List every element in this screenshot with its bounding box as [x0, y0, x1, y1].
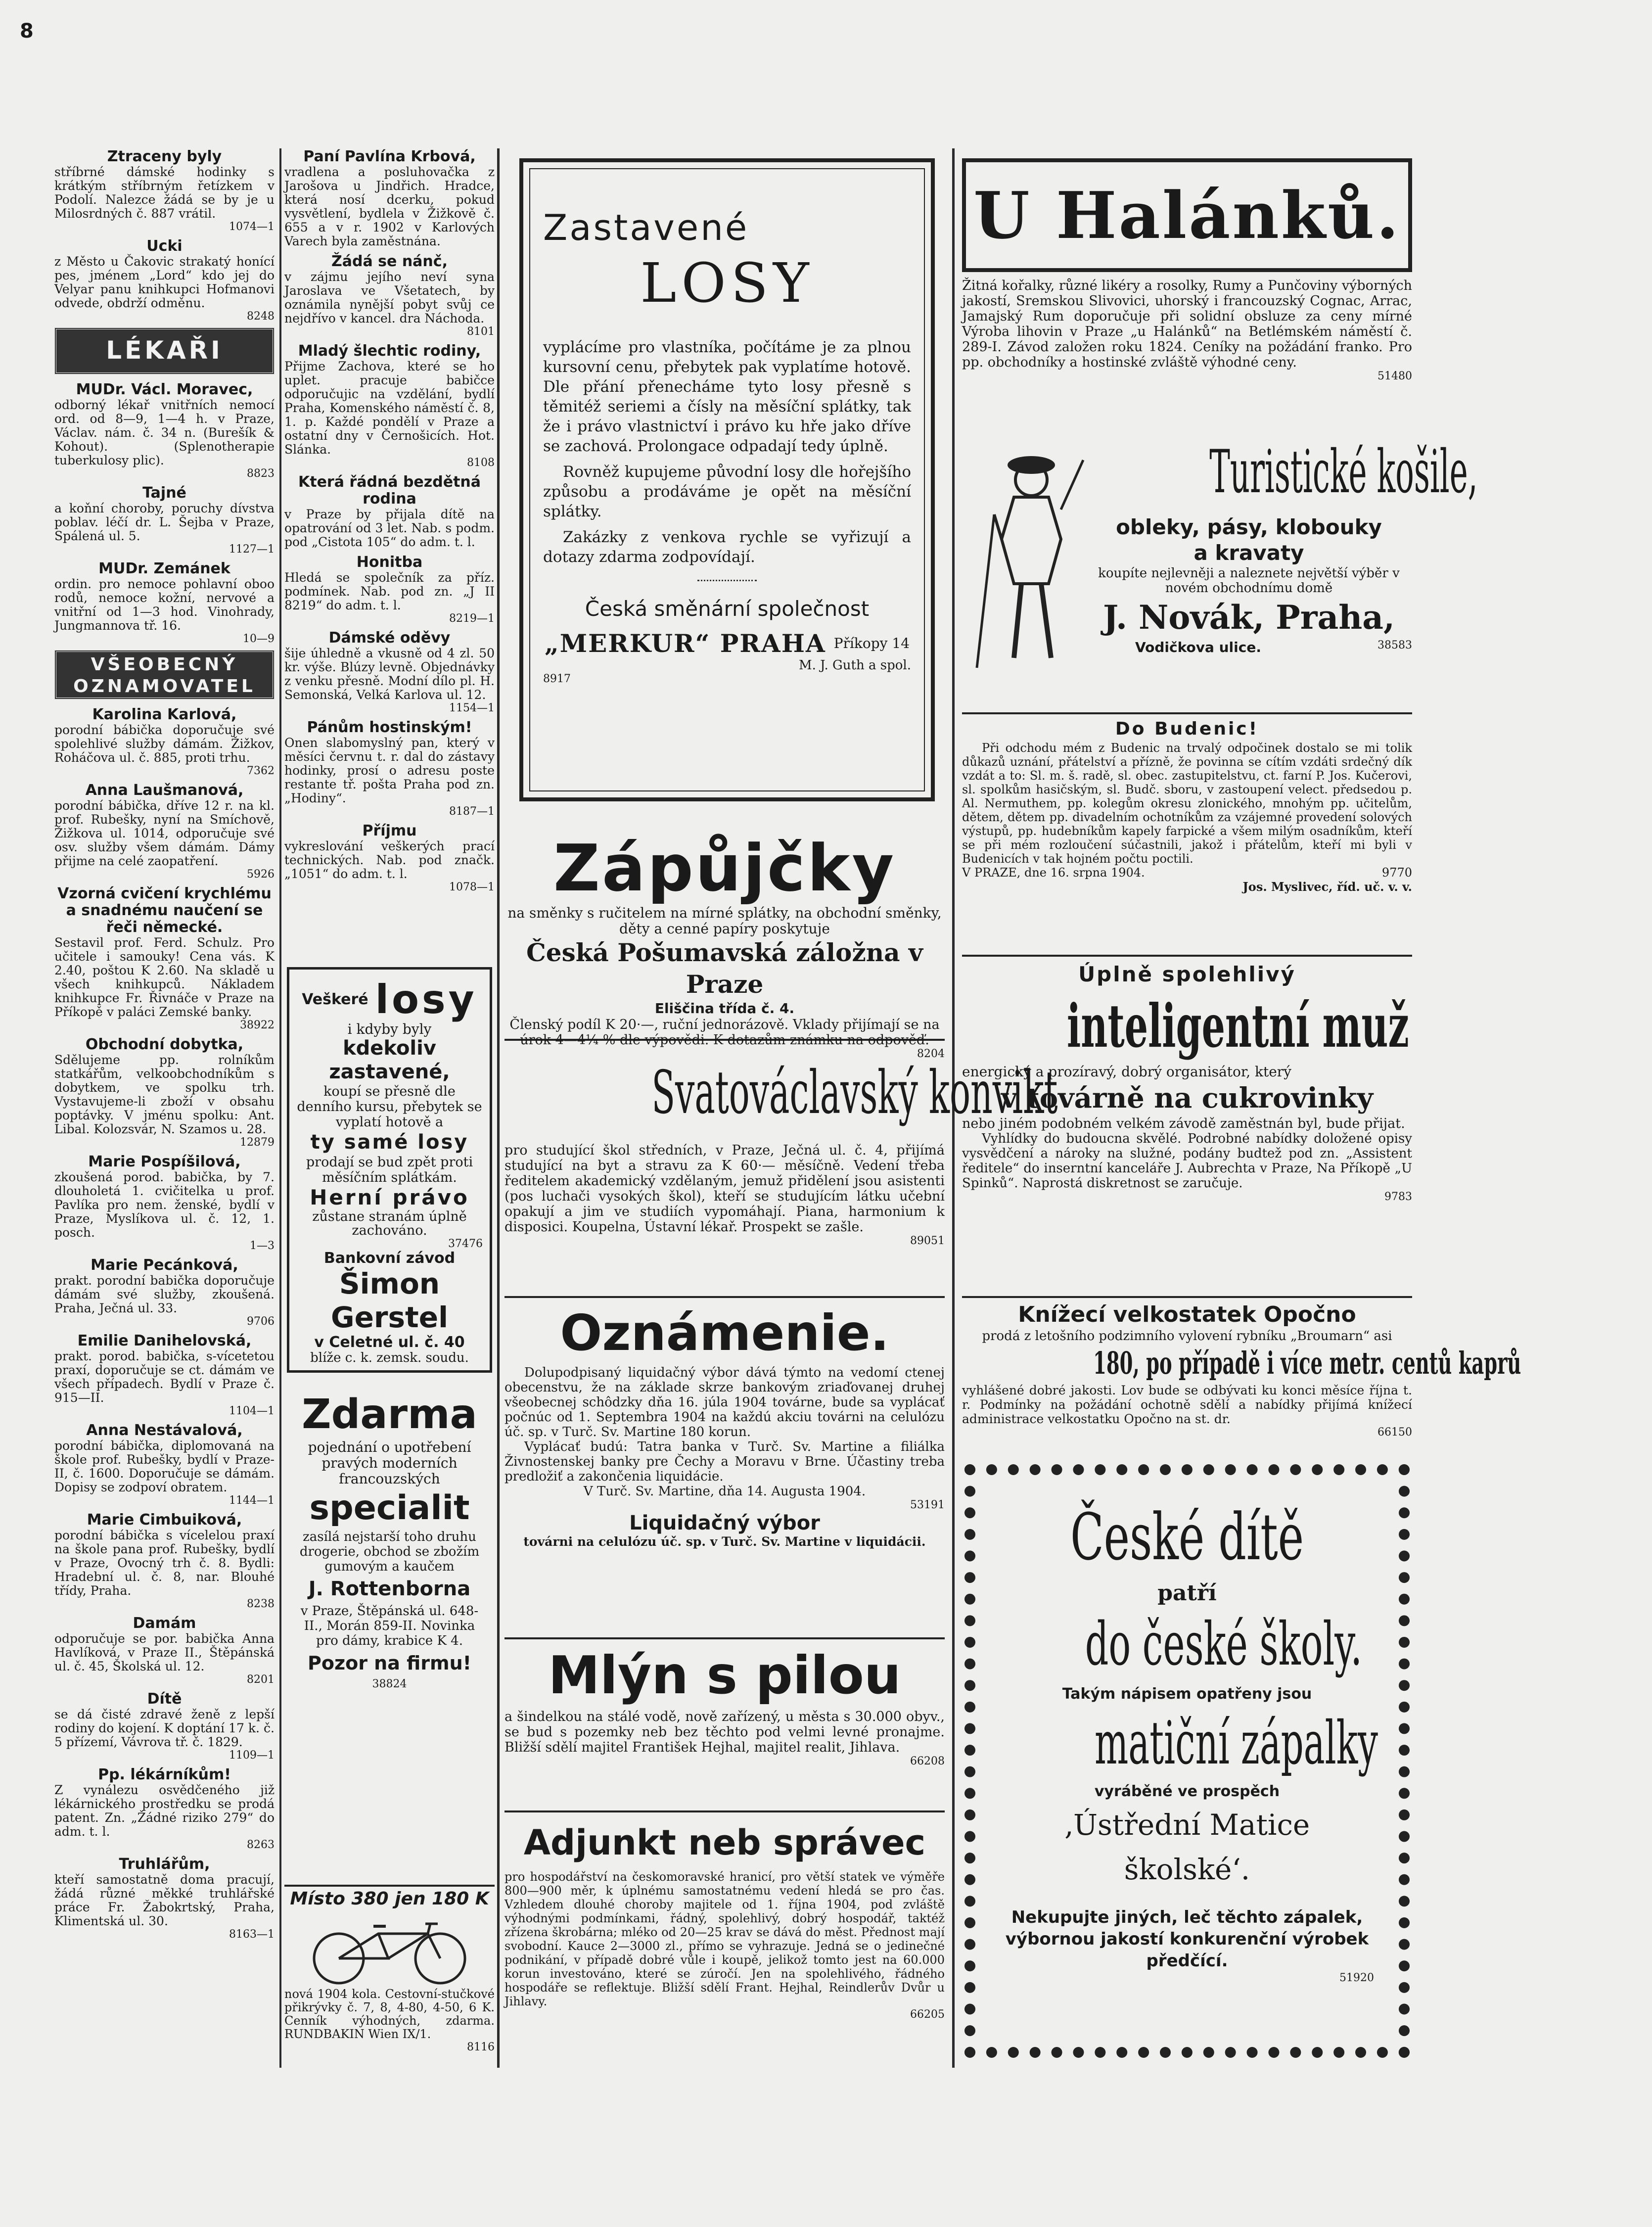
classified-ad — [54, 1422, 275, 1507]
zdarma-pozor: Pozor na firmu! — [308, 1652, 471, 1674]
ad-title: MUDr. Václ. Moravec, — [76, 381, 253, 398]
ad-text: vykreslování veškerých prací technických. Nab. pod značk. „1051“ do adm. t. l. — [284, 839, 495, 881]
column-2 — [284, 148, 495, 960]
ad-text: stříbrné dámské hodinky s krátkým stříbrným řetízkem v Podolí. Nalezce žádá se by je u Milosrdných č. 887 vrátil. — [54, 165, 275, 221]
ad-title: Mladý šlechtic rodiny, — [298, 342, 481, 360]
konvikt-title — [505, 1044, 1058, 1143]
oznamenie-ad — [505, 1301, 945, 1639]
zastavene-text: Rovněž kupujeme původní losy dle hořejšího způsobu a prodáváme je opět na měsíční splátky. — [543, 463, 911, 520]
ad-number: 1144—1 — [229, 1494, 275, 1507]
ad-number: 51480 — [1377, 370, 1412, 382]
ad-number: 66205 — [910, 2008, 945, 2021]
ad-text: Sestavil prof. Ferd. Schulz. Pro učitele i samouky! Cena vás. K 2.40, poštou K 2.60. Na skladě u všech knihkupců. Nákladem knihkupce Fr. Řivnáče v Praze na Příkopě v paláci Zemské banky. — [54, 935, 275, 1019]
halanku-text: Žitná kořalky, různé likéry a rosolky, Rumy a Punčoviny výborných jakostí, Sremskou Slivovici, uhorský i francouzský Cognac, Arrac, Jamajský Rum doporučuje při solidní obsluze za ceny mírné Výroba lihovin v Praze „u Halánků“ na Betlémském náměstí č. 289-I. Závod založen roku 1824. Ceníky na požádání franko. Pro pp. obchodníky a hostinské zvláště výhodné ceny. — [962, 278, 1412, 370]
ad-text: kteří samostatně doma pracují, žádá různé měkké truhlářské práce Fr. Žabokrtský, Praha, Klimentská ul. 30. — [54, 1872, 275, 1928]
ad-title: Ztraceny byly — [107, 148, 222, 165]
dite-line — [1000, 1707, 1378, 1781]
page-number: 8 — [20, 20, 34, 43]
zastavene-title: Zastavené — [543, 207, 749, 248]
classified-ad — [54, 485, 275, 556]
classified-ad — [54, 1615, 275, 1686]
ad-number: 8187—1 — [449, 805, 495, 818]
ad-title: Pánům hostinským! — [307, 719, 472, 736]
ad-text: Sdělujeme pp. rolníkům statkářům, velkoobchodníkům s dobytkem, ve spolku trh. Vystavujeme-li zboží v obsahu poptávky. V jménu spolku: Ant. Libal. Kolozsvár, N. Szamos u. 28. — [54, 1053, 275, 1136]
column-rule — [497, 148, 500, 2068]
dite-line — [1000, 1495, 1374, 1579]
opocno-big — [962, 1344, 1521, 1383]
muz-ad — [962, 960, 1412, 1298]
ad-title: MUDr. Zemánek — [98, 560, 230, 577]
ad-text: porodní bábička doporučuje své spolehlivé služby dámám. Žižkov, Roháčova ul. č. 885, proti trhu. — [54, 723, 275, 765]
muz-text: nebo jiném podobném velkém závodě zaměstnán byl, bude přijat. — [962, 1116, 1405, 1131]
ad-title: Která řádná bezdětná rodina — [298, 473, 481, 508]
ad-title: Pp. lékárníkům! — [98, 1766, 231, 1783]
opocno-title: Knížecí velkostatek Opočno — [1018, 1302, 1356, 1327]
oznamenie-text: Dolupodpisaný liquidačný výbor dává týmto na vedomí ctenej obecenstvu, že na základe skrze bankovým zriaďovanej druhej všeobecnej schôdzky dňa 16. júla 1904 továrne, bude sa vyplácať počnúc od 1. Septembra 1904 na každú akciu továrni na celulózu úč. sp. v Turč. Sv. Martine 180 korun. — [505, 1365, 945, 1439]
oznamenie-signature-line: továrni na celulózu úč. sp. v Turč. Sv. Martine v liquidácii. — [523, 1534, 926, 1549]
merkur-guth: M. J. Guth a spol. — [798, 658, 911, 673]
classified-ad — [54, 1512, 275, 1610]
ad-title: Paní Pavlína Krbová, — [303, 148, 476, 165]
ad-text: Onen slabomyslný pan, který v měsíci červnu t. r. dal do zástavy hodinky, prosí o adresu poste restante tř. pošta Praha pod zn. „Hodiny“. — [284, 736, 495, 805]
losy-line: zůstane stranám úplně zachováno. — [312, 1209, 467, 1238]
ad-title: Anna Laušmanová, — [85, 782, 244, 799]
column-rule — [279, 148, 281, 2068]
ad-title: Příjmu — [362, 822, 417, 839]
ad-title: Emilie Danihelovská, — [77, 1332, 252, 1349]
classified-ad — [284, 343, 495, 469]
kosile-line: a kravaty — [1193, 541, 1304, 565]
column-1 — [54, 148, 275, 2063]
losy-firm: Šimon Gerstel — [330, 1267, 448, 1334]
ad-number: 8108 — [467, 457, 495, 469]
losy-big-title: LOSY — [640, 251, 814, 315]
ad-text: vradlena a posluhovačka z Jarošova u Jindřich. Hradce, která nosí dcerku, pokud vysvětlení, bydlela v Žižkově č. 655 a v r. 1902 v Karlových Varech byla zaměstnána. — [284, 165, 495, 248]
opocno-text: vyhlášené dobré jakosti. Lov bude se odbývati ku konci měsíce října t. r. Podmínky na požádání ochotně sdělí a nabídky přijímá knížecí administrace velkostatku Opočno na st. dr. — [962, 1383, 1412, 1426]
ad-number: 38583 — [1377, 639, 1412, 651]
classified-ad — [54, 1333, 275, 1417]
ad-title: Dámské oděvy — [328, 629, 451, 647]
dite-line-text: matiční zápalky — [1094, 1709, 1378, 1778]
zapujcky-title: Zápůjčky — [553, 831, 896, 906]
classified-ad — [54, 560, 275, 645]
oznamenie-signature: Liquidačný výbor — [629, 1512, 820, 1534]
merkur-addr: Příkopy 14 — [833, 635, 910, 651]
ad-number: 8823 — [247, 467, 275, 480]
ad-text: porodní bábička s vícelelou praxí na škole pana prof. Rubešky, bydlí v Praze, Ovocný trh č. 8. Bydli: Hradební ul. č. 8, nar. Blouhé třídy, Praha. — [54, 1528, 275, 1598]
kosile-ad — [962, 430, 1478, 714]
classified-ad — [284, 719, 495, 818]
bicycle-ad — [284, 1885, 495, 2065]
dite-text: Nekupujte jiných, leč těchto zápalek, výbornou jakostí konkurenční výrobek předčící. — [1005, 1907, 1369, 1971]
ad-title: Anna Nestávalová, — [86, 1422, 243, 1439]
halanku-ad — [962, 158, 1412, 416]
ad-title: Karolina Karlová, — [92, 706, 237, 723]
ad-number: 8219—1 — [449, 612, 495, 625]
ad-number: 8917 — [543, 673, 571, 685]
muz-text: Vyhlídky do budoucna skvělé. Podrobné nabídky doložené opisy vysvědčení a nároky na služné, podány budtež pod zn. „Assistent ředitele“ do inserntní kanceláře J. Aubrechta v Praze, Na Příkopě „U Spinků“. Naprostá diskretnost se zaručuje. — [962, 1131, 1412, 1191]
halanku-title-box — [962, 158, 1412, 272]
losy-line: i kdyby byly — [347, 1021, 432, 1037]
ad-number: 8101 — [467, 325, 495, 338]
classified-ad — [54, 1856, 275, 1941]
ad-number: 37476 — [448, 1238, 483, 1250]
tourist-figure-icon — [967, 440, 1086, 673]
ad-number: 66208 — [910, 1755, 945, 1767]
ad-text: prakt. porodní babička doporučuje dámám své služby, zkoušená. Praha, Ječná ul. 33. — [54, 1273, 275, 1315]
ad-number: 51920 — [1339, 1972, 1374, 1984]
section-banner-lekari: LÉKAŘI — [54, 327, 275, 374]
merkur-title: „MERKUR“ PRAHA — [544, 629, 826, 658]
ad-title: Damám — [133, 1615, 196, 1632]
kosile-line: koupíte nejlevněji a naleznete největší výběr v novém obchodnímu domě — [1098, 566, 1400, 596]
ad-text: Přijme Zachova, které se ho uplet. pracuje babičce odporučujic na vzdělání, bydlí Praha, Komenského náměstí č. 8, 1. p. Každé pondělí v Praze a ostatní dny v Černošicích. Hot. Slánka. — [284, 359, 495, 457]
kosile-title — [1086, 430, 1478, 514]
budenic-ad — [962, 717, 1412, 957]
ad-number: 9783 — [1384, 1191, 1412, 1203]
mlyn-text: a šindelkou na stálé vodě, nově zařízený, u města s 30.000 obyv., se bud s pozemky neb bez těchto pod velmi levné pronajme. Bližší sdělí majitel František Hejhal, majitel realit, Jihlava. — [505, 1709, 945, 1755]
classified-ad — [54, 1154, 275, 1252]
divider — [697, 580, 757, 581]
bicycle-text: nová 1904 kola. Cestovní-stučkové přikrývky č. 7, 8, 4-80, 4-50, 6 K. Cenník výhodných, zdarma. RUNDBAKIN Wien IX/1. — [284, 1987, 495, 2041]
budenic-title: Do Budenic! — [1115, 719, 1259, 739]
losy-line: blíže c. k. zemsk. soudu. — [310, 1350, 469, 1365]
dite-line: ‚Ústřední Matice školské‘. — [1064, 1808, 1310, 1886]
losy-line: kdekoliv zastavené, — [329, 1037, 450, 1083]
zastavene-losy-ad — [519, 158, 935, 801]
muz-line: Úplně spolehlivý — [1078, 962, 1296, 986]
ad-text: a koňní choroby, poruchy dívstva poblav. léčí dr. L. Šejba v Praze, Spálená ul. 5. — [54, 501, 275, 543]
zdarma-line: zasílá nejstarší toho druhu drogerie, obchod se zbožím gumovým a kaučem — [299, 1530, 480, 1574]
ad-text: z Město u Čakovic strakatý honící pes, jménem „Lord“ kdo jej do Velyar panu knihkupci Hofmanovi odvede, obdrží odměnu. — [54, 254, 275, 310]
kosile-name: J. Novák, Praha, — [1102, 598, 1395, 637]
budenic-signature: Jos. Myslivec, říd. uč. v. v. — [1242, 880, 1412, 894]
ad-number: 1078—1 — [449, 881, 495, 893]
losy-line: Bankovní závod — [323, 1250, 456, 1267]
zastavene-company: Česká směnární společnost — [585, 597, 870, 621]
zapujcky-bank: Česká Pošumavská záložna v Praze — [526, 938, 923, 999]
dite-line: patří — [1157, 1580, 1217, 1606]
oznamenie-text: Vyplácať budú: Tatra banka v Turč. Sv. Martine a filiálka Živnostenskej banky pre Čechy a Moravu v Brne. Účastiny treba predložiť a zakončenia liquidácie. — [505, 1439, 945, 1484]
oznamenie-title: Oznámenie. — [560, 1304, 889, 1362]
ad-number: 8263 — [247, 1839, 275, 1851]
ad-text: odborný lékař vnitřních nemocí ord. od 8—9, 1—4 h. v Praze, Václav. nám. č. 34 n. (Burešík & Kohout). (Splenotherapie tuberkulosy plic). — [54, 398, 275, 467]
classified-ad — [54, 1036, 275, 1149]
ad-title: Honitba — [356, 554, 423, 571]
muz-factory: v továrně na cukrovinky — [1001, 1082, 1374, 1114]
kosile-addr: Vodičkova ulice. — [1135, 639, 1261, 655]
zastavene-text: vyplácíme pro vlastníka, počítáme je za plnou kursovní cenu, přebytek pak vyplatíme hotově. Dle přání přenecháme tyto losy přesně s těmitéž seriemi a čísly na měsíční splátky, tak že i právo vlastnictví i právo ku hře jako dříve se zachová. Prolongace odpadají tedy úplně. — [543, 338, 911, 455]
ad-number: 38824 — [372, 1678, 407, 1690]
classified-ad — [54, 1766, 275, 1851]
classified-ad — [284, 253, 495, 338]
classified-ad — [54, 238, 275, 323]
losy-line: prodají se bud zpět proti měsíčním splátkám. — [306, 1155, 473, 1185]
ad-number: 9770 — [1381, 866, 1412, 880]
halanku-title: U Halánků. — [973, 177, 1401, 253]
ad-number: 66150 — [1377, 1426, 1412, 1438]
mlyn-title: Mlýn s pilou — [548, 1645, 901, 1706]
bicycle-icon — [284, 1911, 495, 1986]
zastavene-text: Zakázky z venkova rychle se vyřizují a dotazy zdarma zodpovídají. — [543, 528, 911, 566]
losy-title: losy — [375, 976, 477, 1022]
konvikt-ad — [505, 1044, 1058, 1298]
ad-number: 7362 — [247, 765, 275, 777]
muz-title — [962, 989, 1412, 1064]
classified-ad — [284, 474, 495, 549]
ad-title: Vzorná cvičení krychlému a snadnému naučení se řeči německé. — [57, 885, 272, 936]
adjunkt-title: Adjunkt neb správec — [523, 1822, 926, 1863]
ad-title: Truhlářům, — [119, 1856, 210, 1873]
ad-number: 8248 — [247, 310, 275, 323]
ad-text: v Praze by přijala dítě na opatrování od 3 let. Nab. s podm. pod „Cistota 105“ do adm. t. l. — [284, 507, 495, 549]
ad-text: Z vynálezu osvědčeného již lékárnického prostředku se prodá patent. Zn. „Žádné riziko 279“ do adm. t. l. — [54, 1783, 275, 1839]
muz-title-text: inteligentní muž — [1066, 991, 1409, 1061]
zdarma-ad — [287, 1385, 492, 1880]
opocno-big-text: 180, po případě i více metr. centů kaprů — [1093, 1345, 1521, 1381]
ad-title: Žádá se nánč, — [331, 253, 448, 270]
kosile-title-text: Turistické košile, — [1209, 438, 1478, 507]
zdarma-specialit: specialit — [309, 1488, 470, 1528]
classified-ad — [54, 148, 275, 233]
ad-number: 53191 — [910, 1499, 945, 1511]
ad-number: 1074—1 — [229, 221, 275, 233]
classified-ad — [54, 706, 275, 777]
ad-number: 89051 — [910, 1235, 945, 1247]
adjunkt-ad — [505, 1815, 945, 2063]
bicycle-title: Místo 380 jen 180 K — [290, 1889, 489, 1909]
losy-line: ty samé losy — [310, 1131, 469, 1154]
adjunkt-text: pro hospodářství na českomoravské hranicí, pro větší statek ve výměře 800—900 měr, k úplnému samostatnému vedení hledá se pro čas. Vzhledem dlouhé choroby majitele od 1. října 1904, pod zvláště výhodnými podmínkami, řádný, spolehlivý, dobrý hospodář, taktéž zřízena škrobárna; mléko od 20—25 krav se dává do měst. Přednost mají svobodní. Kauce 2—3000 zl., přímo se vyhrazuje. Jedná se o jedinečné podnikání, v případě dobré vůle i koupě, jelikož tomto jest na 60.000 korun investováno, které se zúročí. Jen na spolehlivého, řádného hospodáře se reflektuje. Bližší sdělí Frant. Hejhal, Reindlerův Dvůr u Jihlavy. — [505, 1870, 945, 2008]
losy-line: Herní právo — [310, 1185, 469, 1209]
classified-ad — [284, 148, 495, 248]
zapujcky-ad — [505, 831, 945, 1060]
ad-number: 8201 — [247, 1673, 275, 1686]
dite-line — [1000, 1608, 1374, 1682]
ad-number: 12879 — [240, 1136, 275, 1149]
ad-text: v zájmu jejího neví syna Jaroslava ve Všetatech, by oznámila nynější pobyt svůj ce nejdřívo v kancel. dra Náchoda. — [284, 270, 495, 325]
ad-text: odporučuje se por. babička Anna Havlíková, v Praze II., Štěpánská ul. č. 45, Školská ul. 12. — [54, 1631, 275, 1673]
kosile-line: obleky, pásy, klobouky — [1116, 515, 1382, 539]
classified-ad — [284, 554, 495, 625]
zdarma-line: v Praze, Štěpánská ul. 648-II., Morán 859-II. Novinka pro dámy, krabice K 4. — [300, 1604, 479, 1648]
budenic-date: V PRAZE, dne 16. srpna 1904. — [962, 866, 1145, 880]
ad-text: prakt. porod. babička, s-vícetetou praxí, doporučuje se ct. dámám ve všech případech. Bydlí v Praze č. 915—II. — [54, 1349, 275, 1405]
classified-ad — [284, 823, 495, 893]
ad-title: Ucki — [146, 237, 183, 255]
losy-line: v Celetné ul. č. 40 — [314, 1334, 465, 1351]
ad-title: Dítě — [147, 1690, 182, 1708]
konvikt-title-text: Svatováclavský konvikt — [651, 1059, 1058, 1127]
zapujcky-text: na směnky s ručitelem na mírné splátky, na obchodní směnky, děty a cenné papíry poskytuje — [507, 905, 942, 937]
ad-title: Marie Pecánková, — [91, 1256, 238, 1274]
dite-line: Takým nápisem opatřeny jsou — [1062, 1685, 1312, 1703]
ad-title: Marie Pospíšilová, — [88, 1153, 241, 1170]
dite-line-text: České dítě — [1070, 1499, 1304, 1575]
ad-title: Marie Cimbuiková, — [87, 1511, 242, 1529]
ad-number: 1104—1 — [229, 1405, 275, 1417]
budenic-text: Při odchodu mém z Budenic na trvalý odpočinek dostalo se mi tolik důkazů uznání, přátelství a přízně, že povinna se cítím vzdáti srdečný dík vzdát a to: Sl. m. š. radě, sl. obec. zastupitelstvu, ct. farní P. Jos. Kučerovi, sl. spolkům hasičským, sl. Budč. sboru, v zastoupení velect. předsedou p. Al. Nermuthem, pp. kolegům okresu zlonického, mnohým pp. učitelům, dětem, dětem pp. divadelním ochotníkům za vzájemné provedení solových výstupů, pp. hudebníkům kapely farpické a všem milým osadníkům, kteří se při mém rozloučení súčastnili, jakož i přátelům, kteří mi byli v Budenicích v tak hojném počtu poctili. — [962, 741, 1412, 866]
ad-number: 1127—1 — [229, 543, 275, 556]
mlyn-ad — [505, 1642, 945, 1812]
ad-number: 10—9 — [243, 633, 275, 645]
dite-line: vyráběné ve prospěch — [1094, 1783, 1280, 1800]
ad-number: 8116 — [467, 2041, 495, 2053]
ad-number: 1109—1 — [229, 1749, 275, 1762]
ad-text: šije úhledně a vkusně od 4 zl. 50 kr. výše. Blúzy levně. Objednávky z venku přesně. Modní dílo pl. H. Semonská, Velká Karlova ul. 12. — [284, 646, 495, 702]
ad-number: 5926 — [247, 868, 275, 881]
zdarma-firm: J. Rottenborna — [308, 1577, 471, 1600]
opocno-text: prodá z letošního podzimního vylovení rybníku „Broumarn“ asi — [982, 1329, 1392, 1344]
zdarma-title: Zdarma — [302, 1391, 477, 1438]
ad-title: Obchodní dobytka, — [85, 1036, 244, 1053]
ad-number: 9706 — [247, 1315, 275, 1328]
oznamenie-text: V Turč. Sv. Martine, dňa 14. Augusta 1904. — [583, 1484, 866, 1499]
ad-number: 1154—1 — [449, 702, 495, 714]
ad-text: porodní bábička, diplomovaná na škole prof. Rubešky, bydlí v Praze-II, č. 1600. Doporučuje se dámám. Dopisy se zodpoví obratem. — [54, 1438, 275, 1494]
zdarma-line: pojednání o upotřebení pravých moderních francouzských — [308, 1439, 471, 1487]
section-banner-oznamovatel: VŠEOBECNÝ OZNAMOVATEL — [54, 650, 275, 699]
ad-text: ordin. pro nemoce pohlavní oboo rodů, nemoce kožní, nervové a vnitřní od 1—3 hod. Vinohrady, Jungmannova tř. 16. — [54, 577, 275, 633]
konvikt-text: pro studující škol středních, v Praze, Ječná ul. č. 4, přijímá studující na byt a stravu za K 60·— měsíčně. Vedení třeba ředitelem akademický vzdělaným, jemuž přidělení jsou asistenti (pos luchači vysokých škol), kteří se studujícím látku učební opakují a jim ve studiích vypomáhají. Piana, harmonium k disposici. Koupelna, Ústavní lékař. Prospekt se zašle. — [505, 1143, 945, 1235]
classified-ad — [54, 381, 275, 480]
ad-text: Hledá se společník za příz. podmínek. Nab. pod zn. „J II 8219“ do adm. t. l. — [284, 570, 495, 612]
dite-line-text: do české školy. — [1085, 1610, 1363, 1679]
classified-ad — [54, 885, 275, 1031]
losy-ad — [287, 967, 492, 1373]
ad-number: 38922 — [240, 1019, 275, 1031]
ad-text: zkoušená porod. babička, by 7. dlouholetá 1. cvičitelka u prof. Pavlíka pro nem. ženské, bydlí v Praze, Myslíkova ul. č. 12, 1. posch. — [54, 1170, 275, 1240]
ceske-dite-ad — [964, 1464, 1410, 2058]
ad-number: 1—3 — [250, 1240, 275, 1252]
ad-title: Tajné — [142, 484, 186, 502]
classified-ad — [54, 1691, 275, 1762]
ad-number: 8163—1 — [229, 1928, 275, 1941]
ad-text: porodní bábička, dříve 12 r. na kl. prof. Rubešky, nyní na Smíchově, Žižkova ul. 1014, odporučuje své osv. služby všem dámám. Dámy přijme na celé zaopatření. — [54, 798, 275, 868]
losy-veskere: Veškeré — [302, 991, 368, 1008]
opocno-ad — [962, 1301, 1521, 1459]
ad-text: se dá čisté zdravé ženě z lepší rodiny do kojení. K doptání 17 k. č. 5 přízemí, Vávrova tř. č. 1829. — [54, 1707, 275, 1749]
ad-number: 8204 — [917, 1048, 945, 1060]
classified-ad — [284, 630, 495, 714]
classified-ad — [54, 1257, 275, 1328]
losy-line: koupí se přesně dle denního kursu, přebytek se vyplatí hotově a — [297, 1084, 482, 1130]
classified-ad — [54, 782, 275, 881]
ad-number: 8238 — [247, 1598, 275, 1610]
zapujcky-addr: Eliščina třída č. 4. — [654, 1000, 795, 1017]
zapujcky-text: Členský podíl K 20·—, ruční jednorázově. Vklady přijímají se na úrok 4—4¼ % dle výpovědi. K dotazům známku na odpověď. — [509, 1017, 940, 1048]
muz-line: energický a prozíravý, dobrý organisátor, který — [962, 1064, 1291, 1080]
